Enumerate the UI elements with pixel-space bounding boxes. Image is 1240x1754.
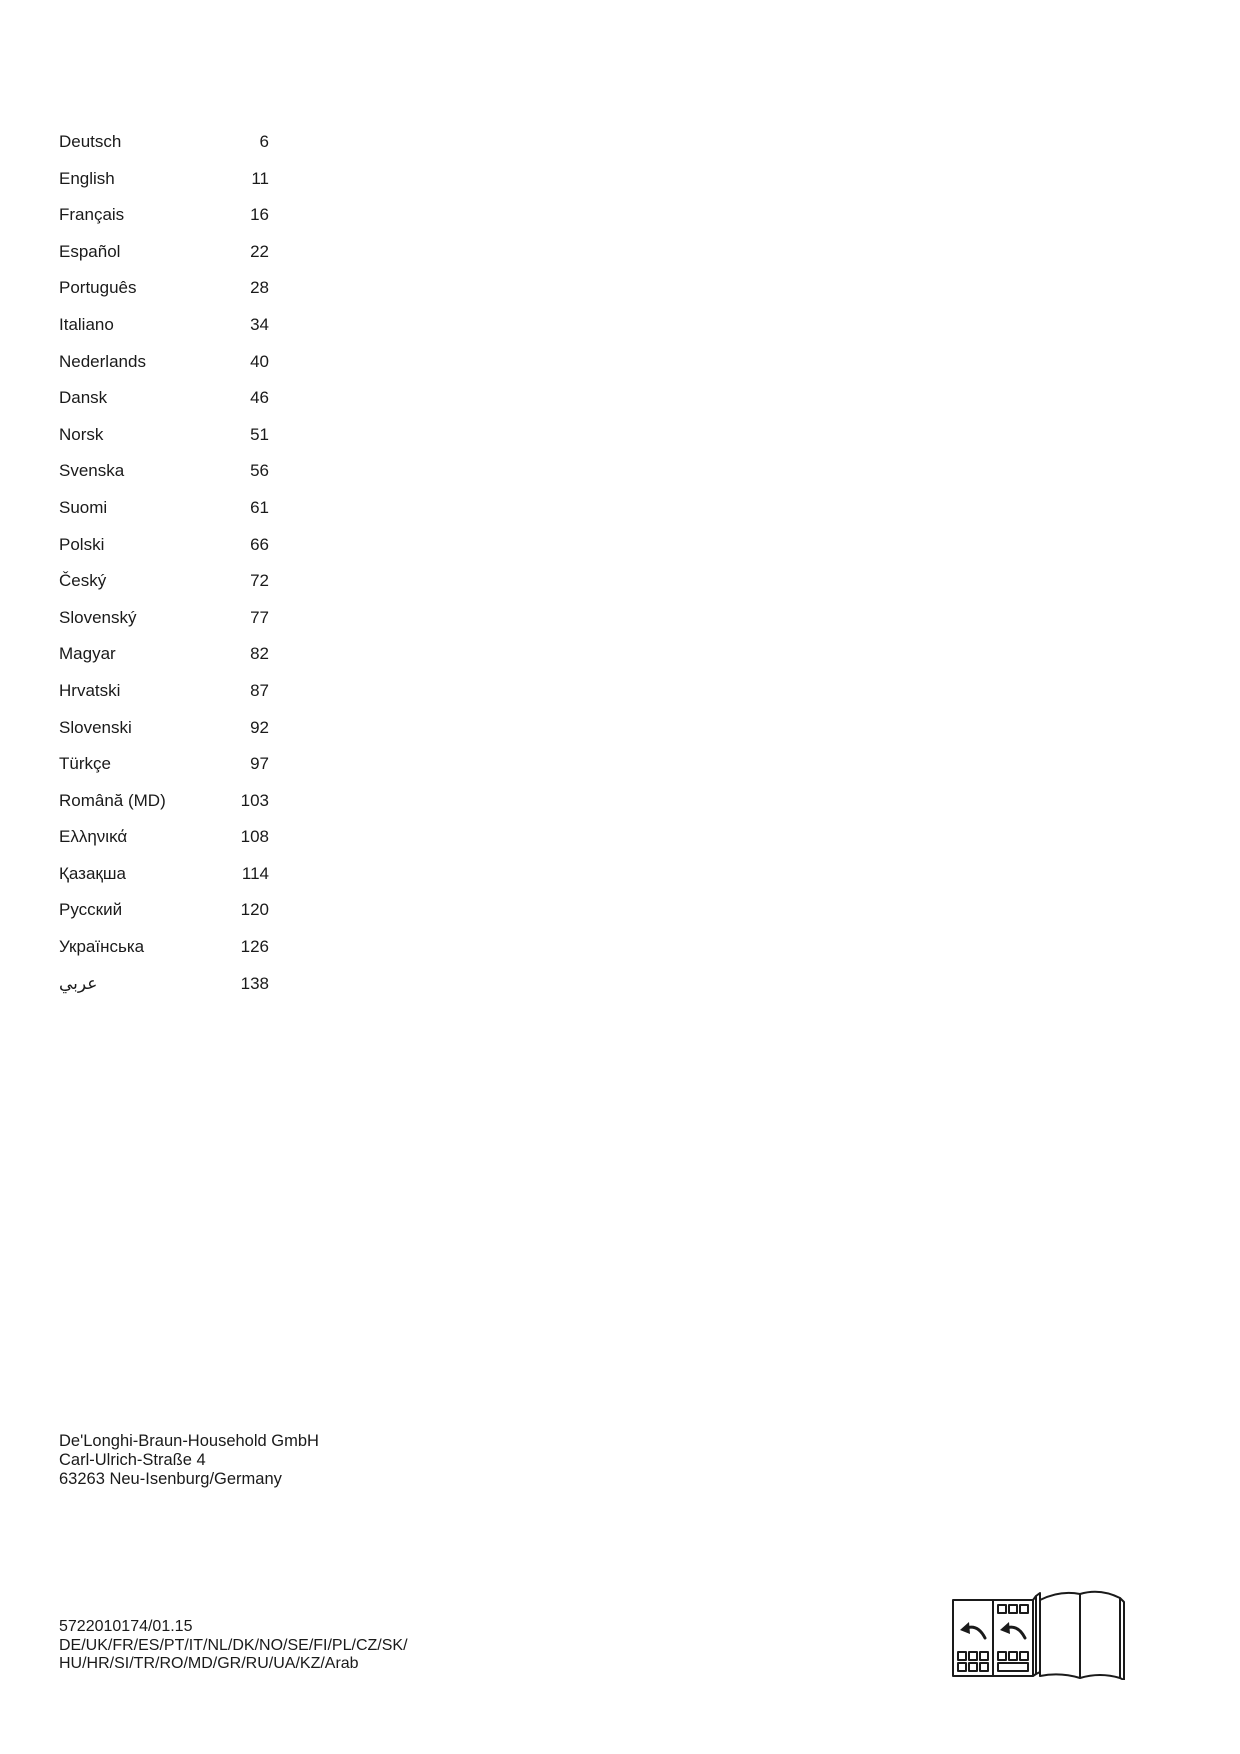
city-address: 63263 Neu-Isenburg/Germany (59, 1470, 282, 1488)
toc-language: Türkçe (59, 754, 111, 774)
country-codes-line-2: HU/HR/SI/TR/RO/MD/GR/RU/UA/KZ/Arab (59, 1655, 359, 1672)
toc-language: Český (59, 571, 107, 591)
toc-entry (59, 278, 269, 315)
toc-language: Svenska (59, 461, 125, 481)
toc-page-number: 92 (250, 717, 269, 737)
toc-entry (59, 827, 269, 864)
toc-language: Français (59, 205, 125, 225)
toc-language: عربي (59, 973, 98, 994)
toc-page-number: 126 (240, 937, 269, 957)
manufacturer-address (59, 1432, 319, 1489)
toc-entry (59, 571, 269, 608)
toc-language: Español (59, 241, 121, 261)
toc-page-number: 56 (250, 461, 269, 481)
toc-entry (59, 718, 269, 755)
toc-entry (59, 791, 269, 828)
toc-entry (59, 315, 269, 352)
toc-page-number: 138 (240, 973, 269, 993)
toc-language: Norsk (59, 424, 104, 444)
toc-language: Română (MD) (59, 790, 166, 810)
toc-page-number: 28 (250, 278, 269, 298)
toc-language: Magyar (59, 644, 116, 664)
toc-page-number: 51 (250, 424, 269, 444)
toc-entry (59, 242, 269, 279)
toc-entry (59, 754, 269, 791)
toc-entry (59, 937, 269, 974)
toc-page-number: 97 (250, 754, 269, 774)
toc-language: Suomi (59, 497, 108, 517)
toc-language: Hrvatski (59, 680, 121, 700)
toc-page-number: 87 (250, 680, 269, 700)
table-of-contents (59, 132, 269, 1010)
toc-language: Ελληνικά (59, 827, 128, 847)
toc-entry (59, 864, 269, 901)
street-address: Carl-Ulrich-Straße 4 (59, 1451, 206, 1469)
toc-entry (59, 425, 269, 462)
toc-page-number: 77 (250, 607, 269, 627)
toc-page-number: 6 (259, 132, 269, 151)
company-name: De'Longhi-Braun-Household GmbH (59, 1432, 319, 1450)
toc-entry (59, 900, 269, 937)
toc-page-number: 46 (250, 388, 269, 408)
toc-entry (59, 681, 269, 718)
toc-language: Deutsch (59, 132, 122, 151)
toc-page-number: 22 (250, 241, 269, 261)
toc-language: Dansk (59, 388, 108, 408)
toc-entry (59, 132, 269, 169)
toc-entry (59, 205, 269, 242)
toc-entry (59, 498, 269, 535)
toc-entry (59, 608, 269, 645)
toc-language: Қазақша (59, 863, 126, 883)
toc-page-number: 16 (250, 205, 269, 225)
toc-language: English (59, 168, 115, 188)
toc-entry (59, 352, 269, 389)
toc-page-number: 66 (250, 534, 269, 554)
toc-language: Русский (59, 900, 123, 920)
toc-language: Slovenski (59, 717, 132, 737)
toc-page-number: 72 (250, 571, 269, 591)
document-code (59, 1618, 408, 1674)
toc-language: Português (59, 278, 137, 298)
toc-entry (59, 388, 269, 425)
toc-entry (59, 169, 269, 206)
toc-page-number: 40 (250, 351, 269, 371)
toc-page-number: 114 (241, 863, 269, 883)
toc-entry (59, 535, 269, 572)
toc-language: Polski (59, 534, 105, 554)
toc-language: Nederlands (59, 351, 146, 371)
toc-language: Slovenský (59, 607, 137, 627)
fold-out-booklet-icon (950, 1590, 1126, 1680)
toc-page-number: 82 (250, 644, 269, 664)
toc-page-number: 61 (250, 497, 269, 517)
toc-page-number: 108 (240, 827, 269, 847)
toc-entry (59, 461, 269, 498)
toc-entry (59, 974, 269, 1011)
toc-page-number: 34 (250, 314, 269, 334)
toc-page-number: 11 (251, 168, 269, 188)
document-number: 5722010174/01.15 (59, 1618, 193, 1635)
country-codes-line-1: DE/UK/FR/ES/PT/IT/NL/DK/NO/SE/FI/PL/CZ/SK/ (59, 1636, 408, 1654)
toc-language: Italiano (59, 314, 114, 334)
toc-page-number: 120 (240, 900, 269, 920)
toc-language: Українська (59, 937, 145, 957)
toc-entry (59, 644, 269, 681)
toc-page-number: 103 (240, 790, 269, 810)
